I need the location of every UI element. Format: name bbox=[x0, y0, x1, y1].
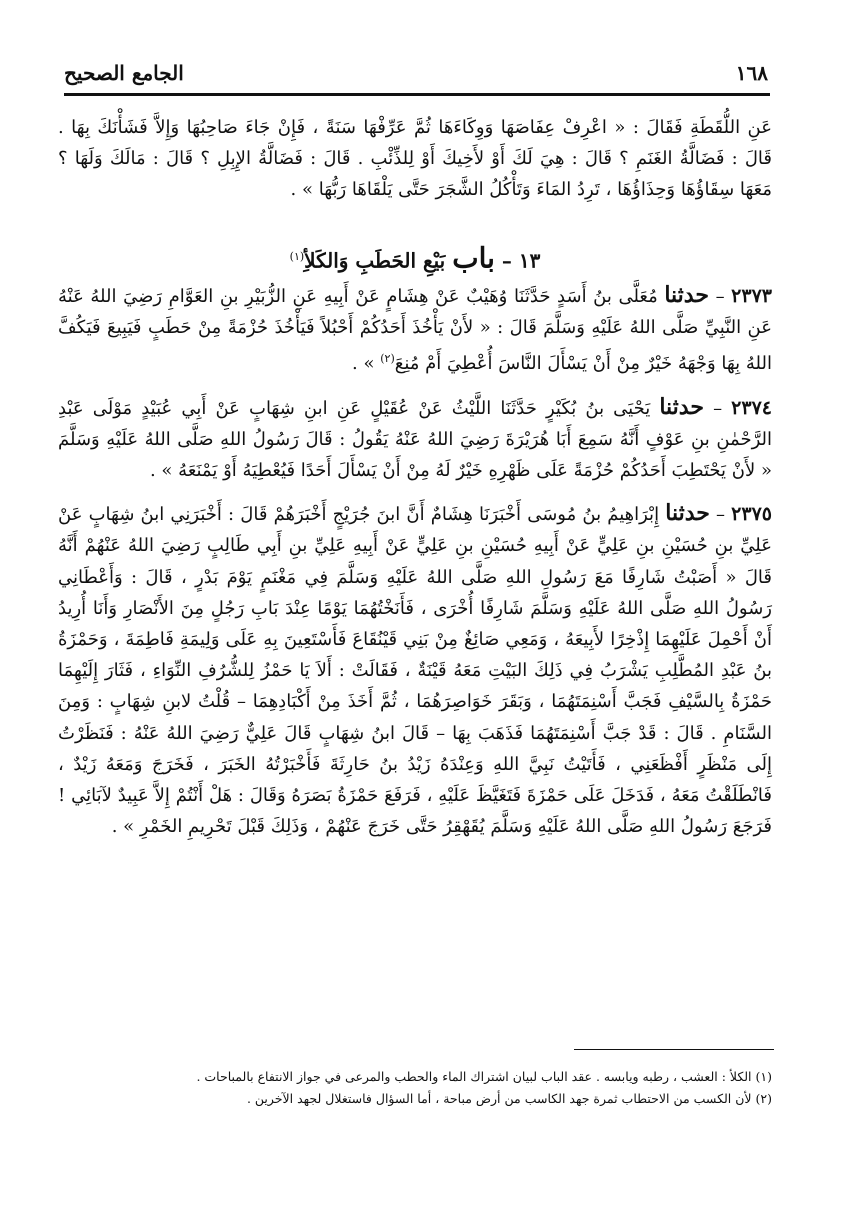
main-text bbox=[58, 112, 772, 854]
hadith-2374 bbox=[58, 392, 772, 487]
book-title: الجامع الصحيح bbox=[64, 61, 184, 85]
footnote-2: (٢) لأن الكسب من الاحتطاب ثمرة جهد الكاسب من أرض مباحة ، أما السؤال فاستغلال لجهد الآخرين . bbox=[246, 1091, 772, 1106]
chapter-keyword: باب bbox=[452, 241, 495, 275]
chapter-number: ١٣ – bbox=[501, 248, 541, 273]
page-number: ١٦٨ bbox=[735, 61, 768, 85]
hadith-keyword: حدثنا bbox=[664, 282, 709, 308]
hadith-keyword: حدثنا bbox=[659, 393, 704, 420]
intro-paragraph: عَنِ اللُّقَطَةِ فَقَالَ : « اعْرِفْ عِفَاصَهَا وَوِكَاءَهَا ثُمَّ عَرِّفْهَا سَنَةً ، فَإِنْ جَاءَ صَاحِبُهَا وَإِلاَّ فَشَأْنَكَ بِهَا . قَالَ : فَضَالَّةُ الغَنَمِ ؟ قَالَ : هِيَ لَكَ أَوْ لأَخِيكَ أَوْ لِلذِّئْبِ . قَالَ : فَضَالَّةُ الإِبِلِ ؟ قَالَ : مَالَكَ وَلَهَا ؟ مَعَهَا سِقَاؤُهَا وَحِذَاؤُهَا ، تَرِدُ المَاءَ وَتَأْكُلُ الشَّجَرَ حَتَّى يَلْقَاهَا رَبُّهَا » . bbox=[58, 117, 772, 201]
hadith-ending: » . bbox=[352, 353, 375, 375]
hadith-number: ٢٣٧٣ bbox=[731, 285, 772, 307]
footnote-rule bbox=[574, 1049, 774, 1050]
hadith-number: ٢٣٧٤ bbox=[731, 396, 772, 419]
chapter-heading bbox=[58, 240, 772, 274]
hadith-number: ٢٣٧٥ bbox=[731, 503, 772, 526]
hadith-text: يَحْيَى بنُ بُكَيْرٍ حَدَّثَنَا اللَّيْثُ عَنْ عُقَيْلٍ عَنِ ابنِ شِهَابٍ عَنْ أَبِي عُبَيْدٍ مَوْلَى عَبْدِ الرَّحْمٰنِ بنِ عَوْفٍ أَنَّهُ سَمِعَ أَبَا هُرَيْرَةَ رَضِيَ اللهُ عَنْهُ يَقُولُ : قَالَ رَسُولُ اللهِ صَلَّى اللهُ عَلَيْهِ وَسَلَّمَ « لأَنْ يَحْتَطِبَ أَحَدُكُمْ حُزْمَةً عَلَى ظَهْرِهِ خَيْرٌ لَهُ مِنْ أَنْ يَسْأَلَ أَحَدًا فَيُعْطِيَهُ أَوْ يَمْنَعَهُ » . bbox=[58, 397, 772, 482]
chapter-title: بَيْعِ الحَطَبِ وَالكَلأِ bbox=[304, 248, 446, 273]
hadith-2375 bbox=[58, 498, 772, 842]
hadith-text: إِبْرَاهِيمُ بنُ مُوسَى أَخْبَرَنَا هِشَامٌ أَنَّ ابنَ جُرَيْجٍ أَخْبَرَهُمْ قَالَ : أَخْبَرَنِي ابنُ شِهَابٍ عَنْ عَلِيِّ بنِ حُسَيْنِ بنِ عَلِيٍّ عَنْ أَبِيهِ حُسَيْنِ بنِ عَلِيٍّ عَنْ أَبِيهِ عَلِيِّ بنِ أَبِي طَالِبٍ رَضِيَ اللهُ عَنْهُمْ أَنَّهُ قَالَ « أَصَبْتُ شَارِفًا مَعَ رَسُولِ اللهِ صَلَّى اللهُ عَلَيْهِ وَسَلَّمَ فِي مَغْنَمٍ يَوْمَ بَدْرٍ ، قَالَ : وَأَعْطَانِي رَسُولُ اللهِ صَلَّى اللهُ عَلَيْهِ وَسَلَّمَ شَارِفًا أُخْرَى ، فَأَنَخْتُهُمَا يَوْمًا عِنْدَ بَابِ رَجُلٍ مِنَ الأَنْصَارِ وَأَنَا أُرِيدُ أَنْ أَحْمِلَ عَلَيْهِمَا إِذْخِرًا لأَبِيعَهُ ، وَمَعِي صَائِغٌ مِنْ بَنِي قَيْنُقَاعَ فَأَسْتَعِينَ بِهِ عَلَى وَلِيمَةِ فَاطِمَةَ ، وَحَمْزَةُ بنُ عَبْدِ المُطَّلِبِ يَشْرَبُ فِي ذَلِكَ البَيْتِ مَعَهُ قَيْنَةٌ ، فَقَالَتْ : أَلاَ يَا حَمْزُ لِلشُّرُفِ النِّوَاءِ ، فَثَارَ إِلَيْهِمَا حَمْزَةُ بِالسَّيْفِ فَجَبَّ أَسْنِمَتَهُمَا ، وَبَقَرَ خَوَاصِرَهُمَا ، ثُمَّ أَخَذَ مِنْ أَكْبَادِهِمَا – قُلْتُ لابنِ شِهَابٍ : وَمِنَ السَّنَامِ . قَالَ : قَدْ جَبَّ أَسْنِمَتَهُمَا فَذَهَبَ بِهَا – قَالَ ابنُ شِهَابٍ قَالَ عَلِيٌّ رَضِيَ اللهُ عَنْهُ : فَنَظَرْتُ إِلَى مَنْظَرٍ أَفْظَعَنِي ، فَأَتَيْتُ نَبِيَّ اللهِ وَعِنْدَهُ زَيْدُ بنُ حَارِثَةَ فَأَخْبَرْتُهُ الخَبَرَ ، فَخَرَجَ وَمَعَهُ زَيْدٌ ، فَانْطَلَقْتُ مَعَهُ ، فَدَخَلَ عَلَى حَمْزَةَ فَتَغَيَّظَ عَلَيْهِ ، فَرَفَعَ حَمْزَةُ بَصَرَهُ وَقَالَ : هَلْ أَنْتُمْ إِلاَّ عَبِيدٌ لآبَائِي ! فَرَجَعَ رَسُولُ اللهِ صَلَّى اللهُ عَلَيْهِ وَسَلَّمَ يُقَهْقِرُ حَتَّى خَرَجَ عَنْهُمْ ، وَذَلِكَ قَبْلَ تَحْرِيمِ الخَمْرِ » . bbox=[58, 504, 772, 838]
running-header bbox=[64, 56, 768, 90]
hadith-keyword: حدثنا bbox=[665, 500, 710, 527]
hadith-text: مُعَلَّى بنُ أَسَدٍ حَدَّثَنَا وُهَيْبٌ عَنْ هِشَامٍ عَنْ أَبِيهِ عَنِ الزُّبَيْرِ بنِ العَوَّامِ رَضِيَ اللهُ عَنْهُ عَنِ النَّبِيِّ صَلَّى اللهُ عَلَيْهِ وَسَلَّمَ قَالَ : « لأَنْ يَأْخُذَ أَحَدُكُمْ أَحْبُلاً فَيَأْخُذَ حُزْمَةً مِنْ حَطَبٍ فَيَبِيعَ فَيَكُفَّ اللهُ بِهَا وَجْهَهُ خَيْرٌ مِنْ أَنْ يَسْأَلَ النَّاسَ أُعْطِيَ أَمْ مُنِعَ bbox=[58, 286, 772, 375]
header-rule bbox=[64, 93, 770, 96]
chapter-footnote-mark: (١) bbox=[289, 250, 305, 263]
footnotes bbox=[86, 1066, 772, 1110]
footnote-1: (١) الكلأ : العشب ، رطبه ويابسه . عقد الباب لبيان اشتراك الماء والحطب والمرعى في جواز الانتفاع بالمباحات . bbox=[196, 1069, 772, 1084]
hadith-dash: – bbox=[715, 286, 725, 307]
hadith-footnote-mark: (٢) bbox=[380, 352, 395, 366]
hadith-dash: – bbox=[713, 397, 723, 419]
hadith-2373 bbox=[58, 280, 772, 380]
hadith-dash: – bbox=[716, 504, 726, 526]
